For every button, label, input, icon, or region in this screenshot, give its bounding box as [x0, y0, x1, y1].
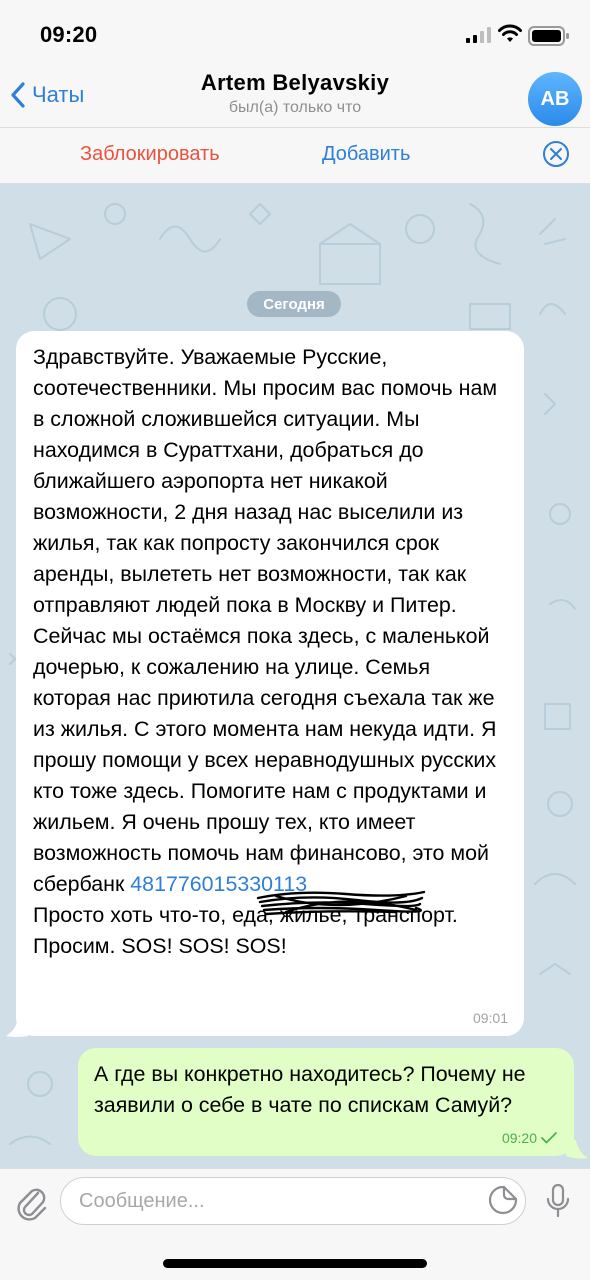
outgoing-message-meta	[502, 1130, 558, 1146]
incoming-message-time: 09:01	[472, 1010, 508, 1026]
block-button[interactable]: Заблокировать	[80, 143, 220, 165]
outgoing-message-time: 09:20	[501, 1130, 537, 1146]
avatar[interactable]: AB	[528, 72, 582, 126]
back-button[interactable]	[10, 78, 84, 112]
contact-action-bar	[0, 128, 590, 184]
wifi-icon	[498, 24, 522, 44]
checkmark-icon	[540, 1131, 558, 1145]
incoming-message-ending: Просто хоть что-то, еда, жилье, транспорт. Просим. SOS! SOS! SOS!	[33, 903, 458, 958]
outgoing-message-text: А где вы конкретно находитесь? Почему не заявили о себе в чате по спискам Самуй?	[94, 1062, 526, 1117]
contact-title[interactable]	[130, 70, 460, 117]
incoming-message-text	[33, 342, 508, 962]
battery-icon	[528, 26, 570, 46]
paperclip-icon[interactable]	[14, 1181, 48, 1221]
add-contact-button[interactable]: Добавить	[322, 143, 411, 165]
contact-status: был(а) только что	[228, 99, 362, 116]
message-input[interactable]	[60, 1177, 526, 1225]
message-input-placeholder: Сообщение...	[79, 1190, 205, 1212]
incoming-message-body: Здравствуйте. Уважаемые Русские, соотечественники. Мы просим вас помочь нам в сложной сложившейся ситуации. Мы находимся в Сураттхани, добраться до ближайшего аэропорта нет никакой возможности, 2 дня назад нас выселили из жилья, так как попросту закончился срок аренды, вылететь нет возможности, так как отправляют людей пока в Москву и Питер. Сейчас мы остаёмся пока здесь, с маленькой дочерью, к сожалению на улице. Семья которая нас приютила сегодня съехала так же из жилья. С этого момента нам некуда идти. Я прошу помощи у всех неравнодушных русских кто тоже здесь. Помогите нам с продуктами и жильем. Я очень прошу тех, кто имеет возможность помочь нам финансово, это мой сбербанк	[33, 345, 498, 896]
outgoing-message[interactable]	[78, 1048, 574, 1156]
home-indicator[interactable]	[163, 1259, 427, 1268]
sticker-icon[interactable]	[488, 1185, 518, 1215]
contact-name: Artem Belyavskiy	[200, 70, 390, 95]
status-bar	[0, 0, 590, 64]
cellular-signal-icon	[466, 27, 492, 43]
date-separator: Сегодня	[247, 291, 341, 317]
chat-header	[0, 64, 590, 128]
incoming-message[interactable]	[16, 331, 524, 1036]
card-number-link[interactable]: 481776015330113	[130, 872, 308, 896]
close-circle-icon[interactable]	[542, 140, 570, 168]
status-time: 09:20	[40, 22, 98, 47]
redaction-scribble	[256, 884, 426, 918]
microphone-icon[interactable]	[546, 1183, 570, 1219]
chevron-left-icon	[10, 81, 26, 109]
back-label: Чаты	[32, 82, 85, 107]
chat-area[interactable]	[0, 184, 590, 1168]
